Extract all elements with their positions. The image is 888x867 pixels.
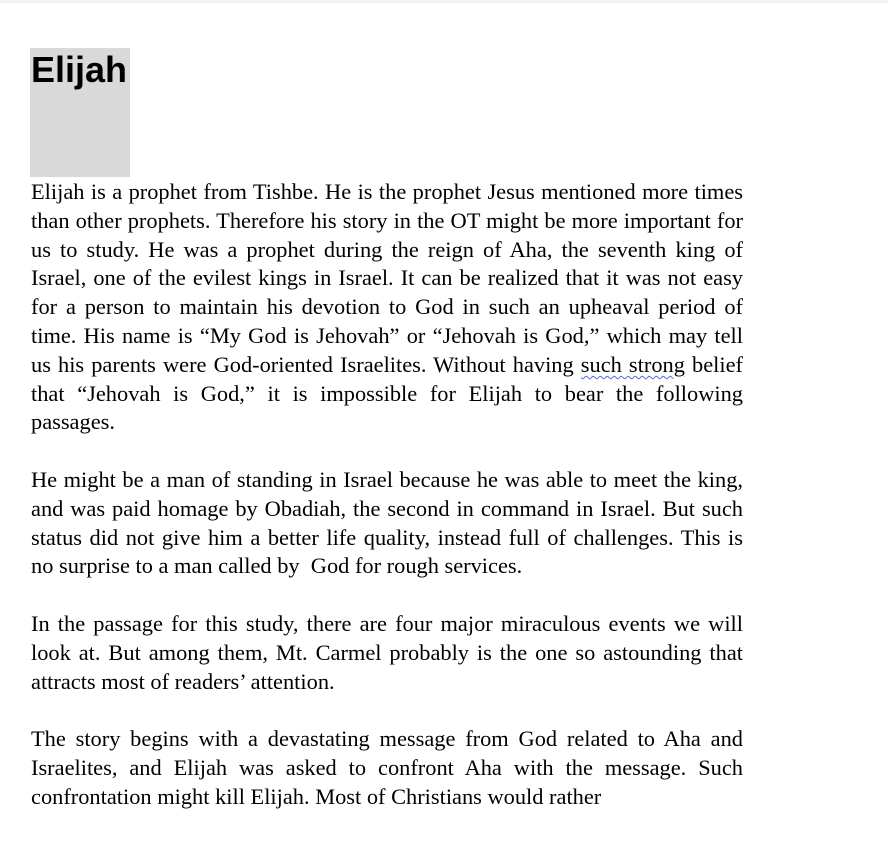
document-body[interactable] bbox=[31, 178, 743, 840]
paragraph-3[interactable]: In the passage for this study, there are four major miraculous events we will look at. But among them, Mt. Carmel probably is the one so astounding that attracts most of readers’ attention. bbox=[31, 610, 743, 694]
top-divider bbox=[0, 0, 888, 3]
paragraph-1[interactable] bbox=[31, 178, 743, 437]
paragraph-4[interactable]: The story begins with a devastating message from God related to Aha and Israelites, and Elijah was asked to confront Aha with the message. Such confrontation might kill Elijah. Most of Christians would rather bbox=[31, 726, 743, 809]
document-title[interactable]: Elijah bbox=[31, 49, 128, 90]
paragraph-2[interactable]: He might be a man of standing in Israel because he was able to meet the king, and was paid homage by Obadiah, the second in command in Israel. But such status did not give him a better life quality, instead full of challenges. This is no surprise to a man called by God for rough services. bbox=[31, 466, 743, 579]
paragraph-1-text-start: Elijah is a prophet from Tishbe. He is the prophet Jesus mentioned more times than other prophets. Therefore his story in the OT might be more important for us to study. He was a prophet during the reign of Aha, the seventh king of Israel, one of the evilest kings in Israel. It can be realized that it was not easy for a person to maintain his devotion to God in such an upheaval period of time. His name is “My God is Jehovah” or “Jehovah is God,” which may tell us his parents were God-oriented Israelites. Without having bbox=[31, 179, 743, 377]
paragraph-1-text-end: belief that “Jehovah is God,” it is impossible for Elijah to bear the following passages. bbox=[31, 351, 743, 435]
spellcheck-flagged-phrase[interactable]: such strong bbox=[580, 351, 685, 377]
